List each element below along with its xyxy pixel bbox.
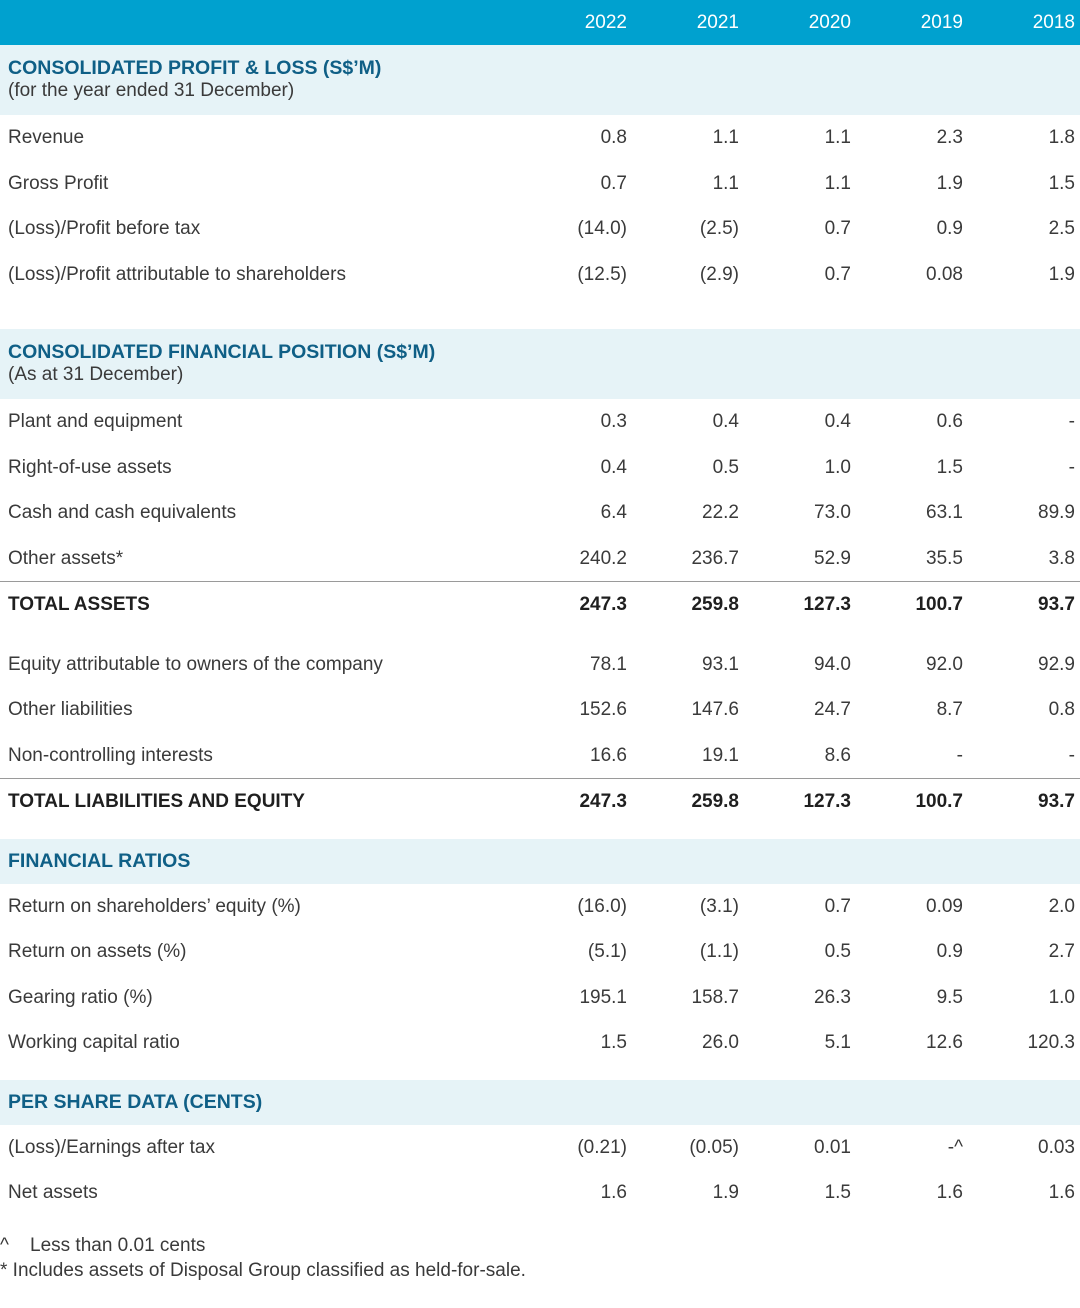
row-label: Cash and cash equivalents	[8, 502, 237, 523]
cell-2021: 259.8	[691, 594, 739, 615]
cell-2018: 1.9	[1048, 263, 1075, 285]
row-label: Return on assets (%)	[8, 941, 187, 962]
table-row	[0, 642, 1080, 688]
cell-2019: 2.3	[936, 127, 963, 148]
table-row	[0, 445, 1080, 491]
cell-2021: (2.9)	[699, 263, 739, 285]
cell-2018: 2.0	[1048, 895, 1075, 917]
section-subtitle: (As at 31 December)	[8, 364, 184, 385]
cell-2021: 158.7	[691, 986, 739, 1008]
year-header-2021: 2021	[696, 12, 739, 33]
cell-2019: 63.1	[926, 502, 963, 523]
cell-2021: 147.6	[691, 699, 739, 720]
cell-2020: 1.1	[824, 127, 851, 148]
cell-2019: 0.09	[926, 895, 963, 917]
cell-2020: 8.6	[824, 744, 851, 766]
cell-2019: -	[956, 744, 963, 766]
cell-2021: 19.1	[702, 744, 739, 766]
row-label: (Loss)/Profit attributable to shareholders	[8, 263, 346, 285]
year-header-row	[0, 0, 1080, 45]
row-label: TOTAL LIABILITIES AND EQUITY	[8, 791, 305, 812]
cell-2021: 0.4	[712, 411, 739, 432]
row-label: Net assets	[8, 1182, 98, 1203]
cell-2021: (2.5)	[699, 218, 739, 239]
year-header-2019: 2019	[920, 12, 963, 33]
total-row	[0, 778, 1080, 825]
row-label: Other liabilities	[8, 699, 133, 720]
cell-2018: 3.8	[1048, 547, 1075, 569]
cell-2018: 0.03	[1038, 1136, 1075, 1158]
cell-2020: 94.0	[814, 653, 851, 675]
cell-2019: 1.6	[936, 1182, 963, 1203]
cell-2021: (0.05)	[689, 1136, 739, 1158]
financial-position-section-header	[0, 329, 1080, 399]
table-row	[0, 490, 1080, 536]
cell-2019: 9.5	[936, 986, 963, 1008]
cell-2019: 0.08	[926, 263, 963, 285]
row-label: Gross Profit	[8, 172, 109, 194]
table-row	[0, 399, 1080, 445]
cell-2022: 1.6	[600, 1182, 627, 1203]
cell-2020: 0.4	[824, 411, 851, 432]
row-label: Working capital ratio	[8, 1032, 180, 1053]
cell-2022: 78.1	[590, 653, 627, 675]
ratio-rows	[0, 884, 1080, 1066]
cell-2018: 92.9	[1038, 653, 1075, 675]
cell-2020: 52.9	[814, 547, 851, 569]
cell-2019: 100.7	[915, 791, 963, 812]
profit-loss-section-header	[0, 45, 1080, 115]
cell-2018: -	[1068, 411, 1075, 432]
cell-2020: 0.7	[824, 218, 851, 239]
row-label: Other assets*	[8, 547, 124, 569]
cell-2022: 16.6	[590, 744, 627, 766]
cell-2021: (3.1)	[699, 895, 739, 917]
cell-2019: 100.7	[915, 594, 963, 615]
cell-2018: -	[1068, 744, 1075, 766]
cell-2019: 0.9	[936, 941, 963, 962]
cell-2021: 1.1	[712, 172, 739, 194]
cell-2020: 0.5	[824, 941, 851, 962]
cell-2020: 1.0	[824, 456, 851, 478]
cell-2022: (14.0)	[577, 218, 627, 239]
cell-2020: 73.0	[814, 502, 851, 523]
per-share-rows	[0, 1125, 1080, 1216]
cell-2018: -	[1068, 456, 1075, 478]
year-header-2018: 2018	[1032, 12, 1075, 33]
table-row	[0, 536, 1080, 582]
table-row	[0, 161, 1080, 207]
footnote-caret-mark: ^	[0, 1235, 9, 1256]
row-label: Revenue	[8, 127, 85, 148]
cell-2022: (0.21)	[577, 1136, 627, 1158]
cell-2021: 259.8	[691, 791, 739, 812]
cell-2020: 0.7	[824, 263, 851, 285]
cell-2019: 1.9	[936, 172, 963, 194]
cell-2018: 1.5	[1048, 172, 1075, 194]
cell-2022: 1.5	[600, 1032, 627, 1053]
table-row	[0, 733, 1080, 779]
cell-2018: 0.8	[1048, 699, 1075, 720]
cell-2019: 1.5	[936, 456, 963, 478]
section-title: CONSOLIDATED FINANCIAL POSITION (S$’M)	[8, 341, 436, 363]
section-title: PER SHARE DATA (CENTS)	[8, 1090, 263, 1113]
total-liabilities-row-wrap	[0, 778, 1080, 825]
cell-2022: 195.1	[579, 986, 627, 1008]
cell-2020: 24.7	[814, 699, 851, 720]
section-spacer	[0, 297, 1080, 329]
cell-2020: 1.5	[824, 1182, 851, 1203]
cell-2018: 93.7	[1038, 791, 1075, 812]
row-label: Return on shareholders’ equity (%)	[8, 895, 301, 917]
total-assets-row-wrap	[0, 581, 1080, 628]
cell-2019: 92.0	[926, 653, 963, 675]
cell-2022: 240.2	[579, 547, 627, 569]
year-header-2020: 2020	[808, 12, 851, 33]
cell-2020: 127.3	[803, 791, 851, 812]
row-label: (Loss)/Profit before tax	[8, 218, 201, 239]
cell-2018: 120.3	[1027, 1032, 1075, 1053]
section-spacer	[0, 825, 1080, 839]
cell-2022: 247.3	[579, 594, 627, 615]
footnote-caret	[0, 1233, 526, 1258]
cell-2018: 93.7	[1038, 594, 1075, 615]
cell-2020: 5.1	[824, 1032, 851, 1053]
row-spacer	[0, 628, 1080, 642]
liability-rows	[0, 642, 1080, 779]
cell-2018: 2.5	[1048, 218, 1075, 239]
row-label: Equity attributable to owners of the company	[8, 653, 383, 675]
cell-2022: 0.3	[600, 411, 627, 432]
footnote-star: * Includes assets of Disposal Group classified as held-for-sale.	[0, 1260, 526, 1281]
per-share-section-header	[0, 1080, 1080, 1125]
table-row	[0, 206, 1080, 252]
cell-2022: 152.6	[579, 699, 627, 720]
cell-2020: 0.7	[824, 895, 851, 917]
cell-2022: 6.4	[600, 502, 627, 523]
section-title: FINANCIAL RATIOS	[8, 849, 191, 872]
cell-2020: 127.3	[803, 594, 851, 615]
footnotes	[0, 1233, 526, 1283]
table-row	[0, 884, 1080, 930]
cell-2020: 26.3	[814, 986, 851, 1008]
cell-2018: 89.9	[1038, 502, 1075, 523]
cell-2018: 1.6	[1048, 1182, 1075, 1203]
cell-2022: 247.3	[579, 791, 627, 812]
cell-2022: (5.1)	[587, 941, 627, 962]
cell-2019: 35.5	[926, 547, 963, 569]
cell-2022: 0.7	[600, 172, 627, 194]
cell-2018: 1.0	[1048, 986, 1075, 1008]
cell-2022: 0.4	[600, 456, 627, 478]
table-row	[0, 929, 1080, 975]
section-subtitle: (for the year ended 31 December)	[8, 80, 295, 101]
table-row	[0, 1125, 1080, 1171]
cell-2019: 12.6	[926, 1032, 963, 1053]
cell-2021: (1.1)	[699, 941, 739, 962]
cell-2021: 0.5	[712, 456, 739, 478]
cell-2021: 22.2	[702, 502, 739, 523]
cell-2022: 0.8	[600, 127, 627, 148]
table-row	[0, 687, 1080, 733]
section-title: CONSOLIDATED PROFIT & LOSS (S$’M)	[8, 57, 382, 79]
table-row	[0, 1020, 1080, 1066]
section-spacer	[0, 1066, 1080, 1080]
cell-2018: 1.8	[1048, 127, 1075, 148]
row-label: (Loss)/Earnings after tax	[8, 1136, 215, 1158]
asset-rows	[0, 399, 1080, 581]
cell-2022: (16.0)	[577, 895, 627, 917]
ratios-section-header	[0, 839, 1080, 884]
table-row	[0, 252, 1080, 298]
total-row	[0, 581, 1080, 628]
year-header-2022: 2022	[584, 12, 627, 33]
cell-2021: 1.9	[712, 1182, 739, 1203]
cell-2021: 26.0	[702, 1032, 739, 1053]
row-label: Gearing ratio (%)	[8, 986, 153, 1008]
footnote-caret-text: Less than 0.01 cents	[30, 1235, 206, 1256]
cell-2020: 1.1	[824, 172, 851, 194]
cell-2018: 2.7	[1048, 941, 1075, 962]
cell-2021: 93.1	[702, 653, 739, 675]
table-row	[0, 115, 1080, 161]
row-label: TOTAL ASSETS	[8, 594, 150, 615]
cell-2021: 1.1	[712, 127, 739, 148]
row-label: Non-controlling interests	[8, 744, 213, 766]
row-label: Plant and equipment	[8, 411, 183, 432]
cell-2019: 0.9	[936, 218, 963, 239]
profit-loss-rows	[0, 115, 1080, 297]
cell-2019: 0.6	[936, 411, 963, 432]
cell-2019: -^	[947, 1136, 963, 1158]
cell-2022: (12.5)	[577, 263, 627, 285]
cell-2020: 0.01	[814, 1136, 851, 1158]
row-label: Right-of-use assets	[8, 456, 172, 478]
cell-2019: 8.7	[936, 699, 963, 720]
table-row	[0, 975, 1080, 1021]
table-row	[0, 1170, 1080, 1216]
cell-2021: 236.7	[691, 547, 739, 569]
